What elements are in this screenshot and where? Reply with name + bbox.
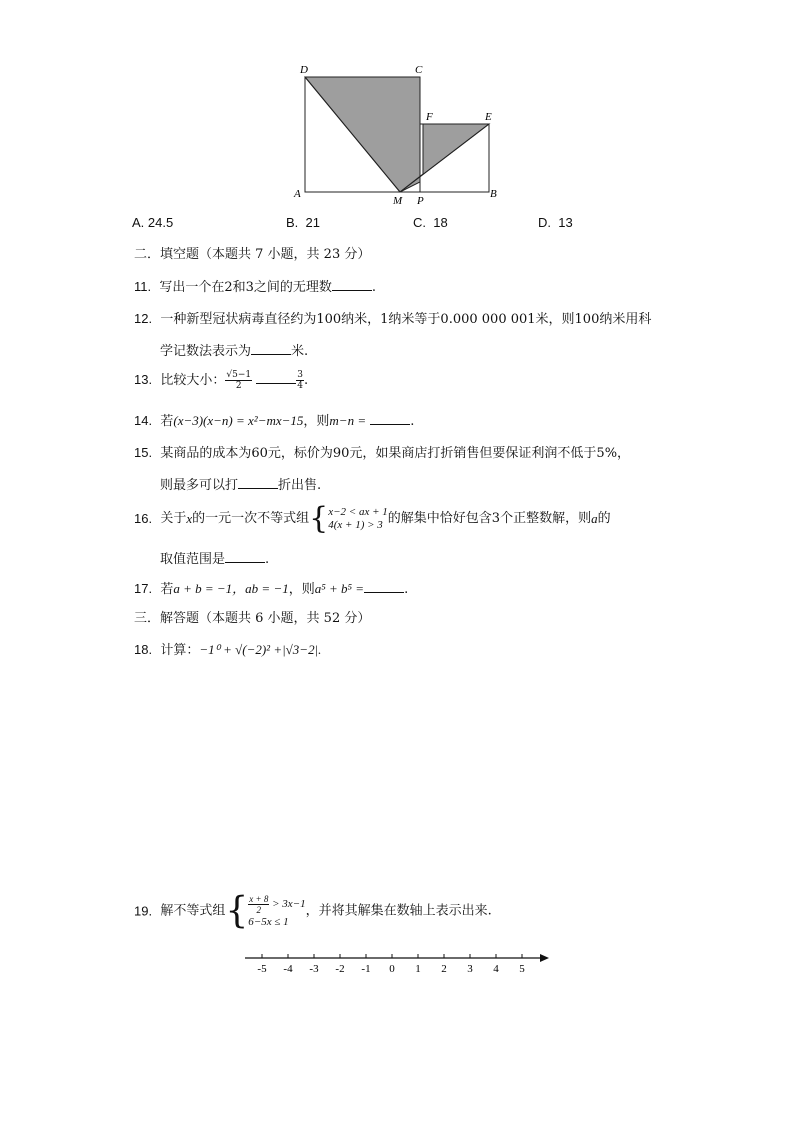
fraction-sqrt5: $\frac{√5-1}{2}$ <box>226 370 252 391</box>
question-16: 16. 关于x的一元一次不等式组{ x−2 < ax + 1 4(x + 1) > 3 的解集中恰好包含3个正整数解，则a的 <box>134 501 611 536</box>
tick-label: -1 <box>361 963 371 975</box>
choice-d: D. 13 <box>538 215 573 230</box>
tick-label: 0 <box>389 963 395 975</box>
question-14: 14. 若(x−3)(x−n) = x²−mx−15，则m−n = . <box>134 413 415 429</box>
answer-blank[interactable] <box>332 278 372 291</box>
tick-label: 1 <box>415 963 421 975</box>
tick-label: 4 <box>493 963 499 975</box>
label-e: E <box>485 111 492 123</box>
question-12: 12. 一种新型冠状病毒直径约为100纳米，1纳米等于0.000 000 001米，则100纳米用科 <box>134 311 652 327</box>
question-13: 13. 比较大小： $\frac{√5-1}{2}$ $\frac{3}{4}$ . <box>134 370 309 391</box>
question-18: 18. 计算：−1⁰ + √(−2)² +|√3−2|. <box>134 642 322 658</box>
choice-c: C. 18 <box>413 215 448 230</box>
tick-label: -4 <box>283 963 293 975</box>
inequality-system-19: $\frac{x + 8}{2}$ > 3x−1 6−5x ≤ 1 <box>248 894 306 928</box>
question-15-line2: 则最多可以打 折出售. <box>160 478 322 493</box>
shaded-region-left <box>305 77 420 192</box>
choice-a: A. 24.5 <box>132 215 174 230</box>
tick-label: 2 <box>441 963 447 975</box>
question-15: 15. 某商品的成本为60元，标价为90元，如果商店打折销售但要保证利润不低于5%， <box>134 445 631 461</box>
label-p: P <box>417 195 424 207</box>
geometry-figure <box>290 60 510 210</box>
number-line <box>240 948 555 978</box>
tick-label: -2 <box>335 963 345 975</box>
question-16-line2: 取值范围是 . <box>160 552 270 567</box>
answer-blank[interactable] <box>225 550 265 563</box>
label-a: A <box>294 188 301 200</box>
label-c: C <box>415 64 423 76</box>
section-3-heading: 三．解答题（本题共 6 小题，共 52 分） <box>134 611 371 626</box>
question-19: 19. 解不等式组{ $\frac{x + 8}{2}$ > 3x−1 6−5x ≤ 1 ，并将其解集在数轴上表示出来. <box>134 890 492 932</box>
answer-blank[interactable] <box>238 476 278 489</box>
tick-label: 3 <box>467 963 473 975</box>
question-12-line2: 学记数法表示为 米. <box>160 344 309 359</box>
arrow-right-icon <box>540 954 549 962</box>
label-f: F <box>426 111 433 123</box>
answer-blank[interactable] <box>364 580 404 593</box>
tick-label: -5 <box>257 963 267 975</box>
fraction-three-quarters: $\frac{3}{4}$ <box>297 370 303 391</box>
section-2-heading: 二．填空题（本题共 7 小题，共 23 分） <box>134 247 371 262</box>
label-d: D <box>300 64 308 76</box>
question-11: 11. 写出一个在2和3之间的无理数 . <box>134 279 377 295</box>
inequality-system: x−2 < ax + 1 4(x + 1) > 3 <box>328 506 388 531</box>
choice-b: B. 21 <box>286 215 320 230</box>
tick-label: 5 <box>519 963 525 975</box>
answer-blank[interactable] <box>256 371 296 384</box>
answer-blank[interactable] <box>251 342 291 355</box>
label-m: M <box>393 195 403 207</box>
tick-label: -3 <box>309 963 319 975</box>
question-17: 17. 若a + b = −1，ab = −1，则a⁵ + b⁵ = . <box>134 581 409 597</box>
label-b: B <box>490 188 497 200</box>
answer-blank[interactable] <box>370 412 410 425</box>
